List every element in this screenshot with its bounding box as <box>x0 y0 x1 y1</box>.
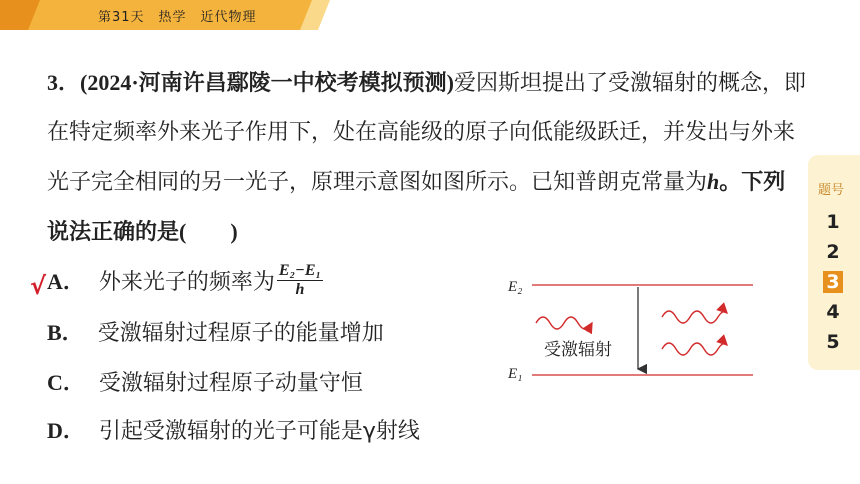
question-stem <box>47 58 807 257</box>
sidebar-item-3[interactable]: 3 <box>823 271 843 293</box>
stimulated-emission-diagram <box>500 265 770 395</box>
top-banner <box>0 0 860 30</box>
option-letter: B． <box>47 320 84 345</box>
level-e1-label: E₁ <box>508 366 523 382</box>
planck-symbol: h <box>707 169 720 194</box>
option-text: 引起受激辐射的光子可能是γ射线 <box>98 419 420 444</box>
question-number: 3． <box>47 70 81 95</box>
question-text: 爱因斯坦提出了受激辐射的概念，即在特定频率外来光子作用下，处在高能级的原子向低能级跃迁，并发出与外来光子完全相同的另一光子，原理示意图如图所示。已知普朗克常量为 <box>47 71 807 195</box>
frequency-fraction <box>277 262 323 299</box>
diagram-caption: 受激辐射 <box>544 340 612 360</box>
fraction-numerator: E₂−E₁ <box>278 262 322 279</box>
option-text: 外来光子的频率为 <box>98 270 275 295</box>
sidebar-item-4[interactable]: 4 <box>826 301 840 323</box>
option-text: 受激辐射过程原子的能量增加 <box>97 321 384 346</box>
sidebar-item-1[interactable]: 1 <box>826 211 840 233</box>
option-letter: C． <box>47 370 85 395</box>
question-index-sidebar <box>808 155 860 370</box>
level-e2-label: E₂ <box>508 279 523 295</box>
option-d[interactable] <box>47 414 420 445</box>
option-letter: A． <box>47 269 85 294</box>
question-text-end: 。下列说法正确的是( ) <box>47 169 786 244</box>
incident-photon-wave <box>536 317 592 329</box>
emitted-photon-wave-1 <box>662 311 727 323</box>
option-letter: D． <box>47 418 85 443</box>
question-source: (2024·河南许昌鄢陵一中校考模拟预测) <box>80 70 455 95</box>
sidebar-item-5[interactable]: 5 <box>826 331 840 353</box>
sidebar-label: 题号 <box>818 183 845 198</box>
option-c[interactable] <box>47 366 363 397</box>
header-title: 第31天 热学 近代物理 <box>98 10 257 25</box>
option-text: 受激辐射过程原子动量守恒 <box>98 371 363 396</box>
option-b[interactable] <box>47 316 384 347</box>
sidebar-item-2[interactable]: 2 <box>826 241 840 263</box>
option-a[interactable] <box>47 262 323 299</box>
fraction-denominator: h <box>295 281 305 298</box>
emitted-photon-wave-2 <box>662 343 727 355</box>
answer-check-mark: √ <box>30 272 47 300</box>
